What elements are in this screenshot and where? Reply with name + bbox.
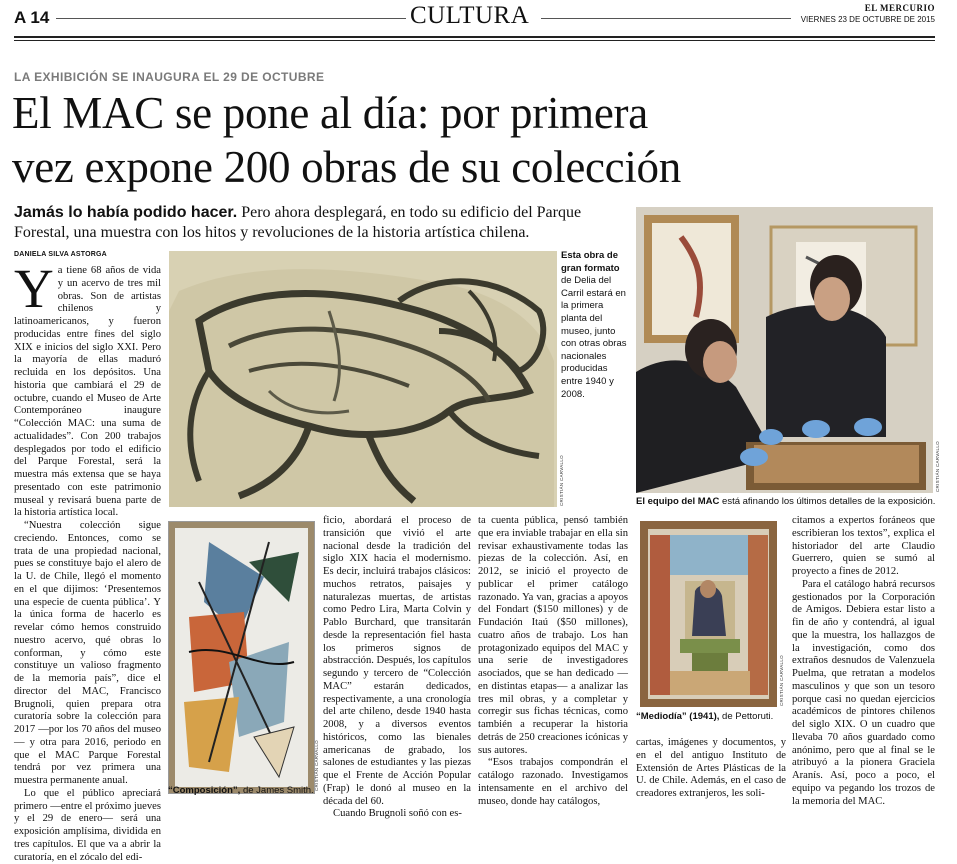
composicion-caption — [168, 785, 328, 798]
composicion-caption-text: de James Smith. — [240, 785, 314, 796]
lead-bold: Jamás lo había podido hacer. — [14, 204, 238, 221]
column-5 — [792, 515, 935, 807]
col4-paragraph: cartas, imágenes y documentos, y en el del antiguo Instituto de Extensión de Artes Plásticas de la U. de Chile. Además, en el caso de creadores extranjeros, les soli- — [636, 737, 786, 799]
section-title: CULTURA — [410, 2, 530, 29]
col1-paragraph-2: “Nuestra colección sigue creciendo. Entonces, como se trata de una propiedad nacional, pues se constituye bajo el alero de la U. de Chile, llegó el momento en el que dijimos: ‘Presentemos una especie de cuenta pública’. Y la única forma de hacerlo es revelar cómo hemos construido nuestro acervo, qué obras lo conforman, y cómo este constituye un valioso fragmento de la memoria país”, dice el director del MAC, Francisco Brugnoli, quien prepara otra curatoría sobre la colección para 2017 —por los 70 años del museo— y otra para 2016, periodo en que el MAC Parque Forestal tendrá por vez primera una muestra permanente anual. — [14, 520, 161, 786]
column-3 — [478, 515, 628, 807]
mediodia-caption — [636, 711, 786, 724]
byline: DANIELA SILVA ASTORGA — [14, 251, 107, 258]
horse-caption-text: de Delia del Carril estará en la primera planta del museo, junto con otras obras nacionales producidas entre 1940 y 2008. — [561, 275, 627, 400]
headline-line-2: vez expone 200 obras de su colección — [12, 142, 681, 192]
column-2 — [323, 515, 471, 820]
team-photo-credit: CRISTIÁN CARVALLO — [935, 441, 940, 492]
column-1 — [14, 258, 161, 863]
horse-artwork-drawing — [169, 251, 557, 507]
dropcap: Y — [14, 258, 54, 319]
composicion-caption-bold: “Composición”, — [168, 785, 241, 796]
horse-caption-bold: Esta obra de gran formato — [561, 250, 620, 274]
team-photo-drawing — [636, 207, 933, 493]
col1-paragraph-3: Lo que el público apreciará primero —entre el próximo jueves y el 29 de enero— será una exposición amplísima, dividida en tres capítulos. El que va a abrir la curatoría, en el zócalo del edi- — [14, 787, 161, 863]
composicion-artwork-drawing — [169, 522, 314, 793]
mediodia-photo-credit: CRISTIÁN CARVALLO — [779, 655, 784, 706]
horse-photo-credit: CRISTIÁN CARVALLO — [559, 455, 564, 506]
col2-paragraph-1: ficio, abordará el proceso de transición que vivió el arte nacional desde la tradición del siglo XIX hacia el modernismo. Es decir, incluirá trabajos clásicos: muchos retratos, paisajes y naturalezas muertas, de artistas como Pedro Lira, Marta Colvin y Pablo Burchard, que transitarán desde la representación fiel hasta los primeros signos de abstracción. Después, los capítulos segundo y tercero de “Colección MAC” estarán dedicados, respectivamente, a una cronología del arte chileno, desde 1940 hasta 2008, y a diversos eventos históricos, como las bienales americanas de grabado, los salones de estudiantes y las piezas que el Frente de Acción Popular (Frap) le donó al museo en la década del 60. — [323, 515, 471, 807]
team-photo — [636, 207, 933, 493]
publication-date: VIERNES 23 DE OCTUBRE DE 2015 — [800, 15, 935, 24]
col5-paragraph-2: Para el catálogo habrá recursos gestionados por la Corporación de Amigos. Debiera estar listo a fin de año y contendrá, al igual que la muestra, los hallazgos de la investigación, como dos extraños desnudos de Valenzuela Puelma, que retratan a modelos masculinos y que son un tesoro porque casi no quedan ejercicios académicos de pintores chilenos del siglo XIX. O un cuadro que llevaba 70 años guardado como anónimo, pero que al final se le atribuyó a la pionera Graciela Aranís. Así, poco a poco, el equipo va pegando los trozos de la memoria del MAC. — [792, 578, 935, 807]
team-caption — [636, 496, 936, 509]
composicion-photo-credit: CRISTIÁN CARVALLO — [314, 740, 319, 791]
col1-paragraph-1: a tiene 68 años de vida y un acervo de tres mil obras. Son de artistas chilenos y latinoamericanos, y fueron producidas entre fines del siglo XIX e inicios del siglo XXI. Pero la mayoría de ellas maduró recluida en los depósitos. Una historia que cambiará el 29 de octubre, cuando el Museo de Arte Contemporáneo inaugure “Colección MAC: una suma de actualidades”. Con 200 trabajos desplegados por todo el edificio del Parque Forestal, será la muestra más extensa que se haya presentado con este patrimonio museal y revisará buena parte de la historia artística local. — [14, 265, 161, 519]
page-number: A 14 — [14, 8, 50, 27]
column-4 — [636, 737, 786, 797]
mediodia-artwork-photo — [640, 521, 777, 707]
header-band-rule — [14, 36, 935, 41]
team-caption-bold: El equipo del MAC — [636, 496, 720, 507]
col3-paragraph-1: ta cuenta pública, pensó también que era inviable trabajar en ella sin revisar exhaustivamente todas las piezas de la colección. Así, en 2012, se inició el proyecto de publicar el primer catálogo razonado. Ya van, gracias a apoyos del Fondart ($150 millones) y de Fundación Itaú ($50 millones), cuatro años de trabajo. Los han protagonizado equipos del MAC y una serie de investigadores asociados, que se han dedicado —en distintas etapas— a analizar las tres mil obras, y a completar y corregir sus fichas técnicas, como también a recuperar la historia detrás de 250 creaciones icónicas y sus autores. — [478, 515, 628, 756]
col2-paragraph-2: Cuando Brugnoli soñó con es- — [333, 808, 462, 820]
mediodia-artwork-drawing — [640, 521, 777, 707]
col5-paragraph-1: citamos a expertos foráneos que escribieran los textos”, explica el historiador del arte Claudio Guerrero, quien se sumó al proyecto a fines de 2012. — [792, 515, 935, 577]
col3-paragraph-2: “Esos trabajos compondrán el catálogo razonado. Investigamos intensamente en el archivo del museo, donde hay catálogos, — [478, 757, 628, 807]
kicker: LA EXHIBICIÓN SE INAUGURA EL 29 DE OCTUBRE — [14, 70, 325, 84]
headline — [12, 86, 942, 194]
team-caption-text: está afinando los últimos detalles de la exposición. — [719, 496, 936, 507]
lead-paragraph — [14, 203, 629, 243]
horse-caption — [561, 250, 629, 401]
lead-text: Pero ahora desplegará, en todo su edificio del Parque Forestal, una muestra con los hitos y revoluciones de la historia artística chilena. — [14, 204, 582, 241]
composicion-artwork-photo — [168, 521, 315, 794]
header-rule-right — [541, 18, 791, 19]
header-rule-left — [56, 18, 406, 19]
mediodia-caption-text: de Pettoruti. — [719, 711, 774, 722]
horse-artwork-photo — [169, 251, 557, 507]
headline-line-1: El MAC se pone al día: por primera — [12, 88, 648, 138]
mediodia-caption-bold: “Mediodía” (1941), — [636, 711, 720, 722]
newspaper-name: EL MERCURIO — [864, 3, 935, 13]
